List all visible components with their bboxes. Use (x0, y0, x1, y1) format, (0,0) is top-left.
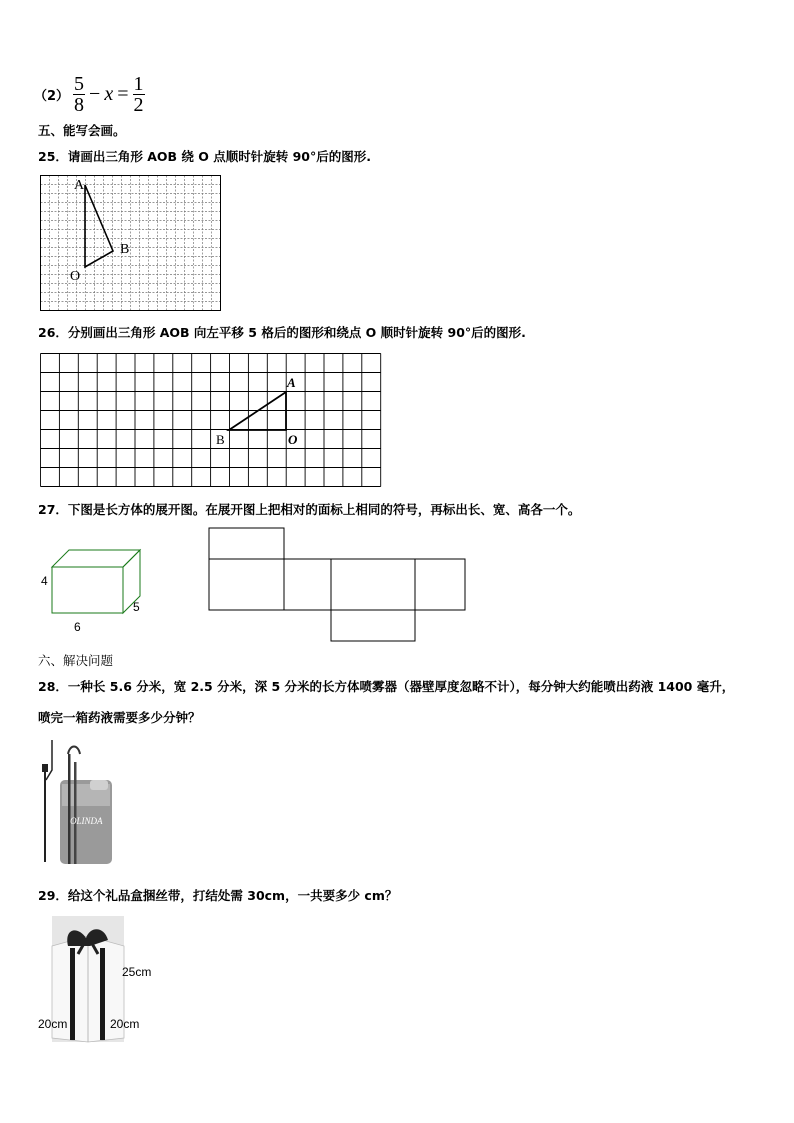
equals-sign: = (117, 83, 129, 105)
cuboid-net (208, 527, 468, 643)
net-face-top (209, 528, 284, 559)
figure-26-grid (40, 353, 381, 486)
net-face-2 (284, 559, 331, 610)
triangle-aob-26 (229, 392, 286, 430)
fraction-1-2: $\frac{1}{2}$ (133, 73, 144, 116)
label-a-26: A (287, 375, 296, 390)
triangle-aob (85, 185, 113, 267)
cuboid-width-label: 5 (133, 600, 140, 614)
equation-label: （2） (34, 89, 70, 104)
label-o-26: O (288, 432, 298, 447)
section-6-heading: 六、解决问题 (38, 653, 114, 668)
gift-box-image (38, 916, 170, 1046)
fraction-5-8: $\frac{5}{8}$ (74, 73, 85, 116)
question-29: 29．给这个礼品盒捆丝带，打结处需 30cm，一共要多少 cm？ (38, 888, 398, 903)
net-face-3 (331, 559, 415, 610)
equation-2 (34, 74, 145, 115)
variable-x: x (104, 83, 114, 105)
section-5-heading: 五、能写会画。 (38, 123, 126, 138)
question-28-line2: 喷完一箱药液需要多少分钟？ (38, 710, 201, 725)
question-27: 27．下图是长方体的展开图。在展开图上把相对的面标上相同的符号，再标出长、宽、高各一个。 (38, 502, 581, 517)
net-face-4 (415, 559, 465, 610)
label-o: O (70, 269, 81, 284)
question-28-line1: 28．一种长 5.6 分米，宽 2.5 分米，深 5 分米的长方体喷雾器（器壁厚度忽略不计），每分钟大约能喷出药液 1400 毫升， (38, 679, 735, 694)
sprayer-image (40, 740, 116, 866)
net-face-1 (209, 559, 284, 610)
gift-box-width-label: 20cm (110, 1017, 140, 1031)
gift-box-height-label: 25cm (122, 965, 152, 979)
sprayer-brand: OLINDA (70, 816, 103, 826)
question-25: 25．请画出三角形 AOB 绕 O 点顺时针旋转 90°后的图形. (38, 149, 372, 164)
gift-box-depth-label: 20cm (38, 1017, 68, 1031)
question-26: 26．分别画出三角形 AOB 向左平移 5 格后的图形和绕点 O 顺时针旋转 90°后的图形. (38, 325, 526, 340)
net-face-bottom (331, 610, 415, 641)
minus-sign: − (89, 83, 101, 105)
cuboid-height-label: 4 (41, 574, 48, 588)
label-a: A (74, 178, 85, 193)
figure-25-grid (40, 175, 221, 311)
cuboid-length-label: 6 (74, 620, 81, 634)
label-b: B (120, 242, 130, 257)
cuboid-figure (40, 545, 150, 635)
label-b-26: B (216, 432, 225, 447)
